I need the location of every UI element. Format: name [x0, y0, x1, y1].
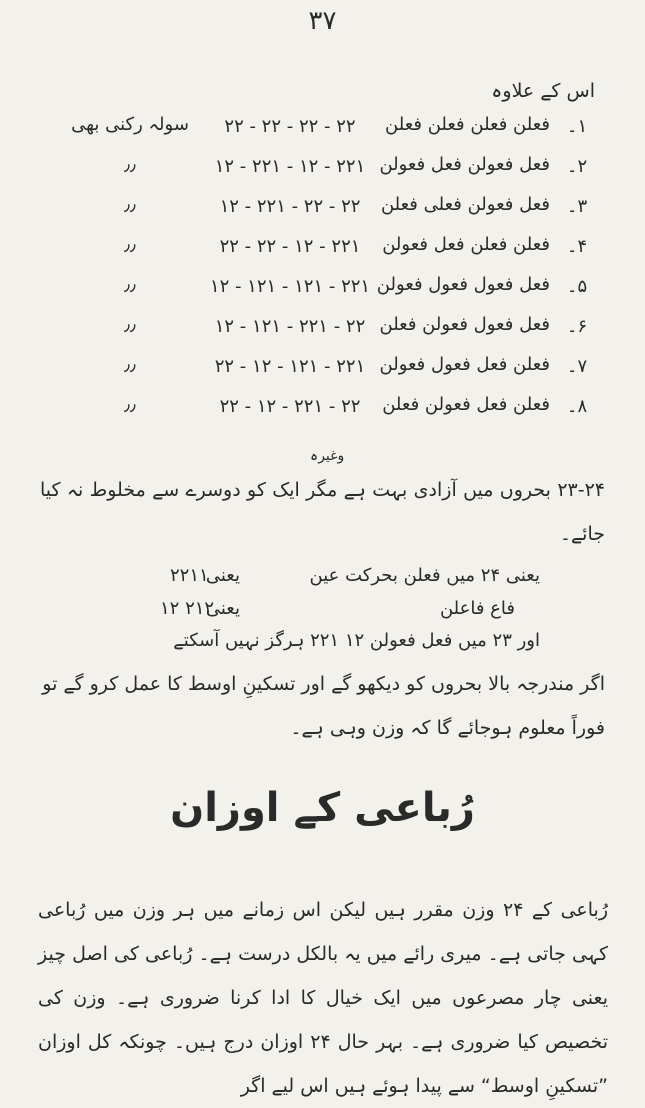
equation-value: ۲۲۱۱ [170, 565, 209, 586]
row-note: ٫٫ [124, 354, 136, 375]
row-note: ٫٫ [124, 274, 136, 295]
equation-text: اور ۲۳ میں فعل فعولن ۱۲ ۲۲۱ ہرگز نہیں آسکتے [173, 630, 540, 651]
meter-row [0, 312, 645, 348]
row-note: ٫٫ [124, 394, 136, 415]
row-number: ۲۔ [566, 156, 588, 177]
meter-row [0, 272, 645, 308]
meter-row [0, 152, 645, 188]
meter-text: فعلن فعل فعولن فعلن [382, 394, 550, 415]
meter-text: فعل فعول فعولن فعلن [379, 314, 550, 335]
meter-pattern: ۱۲ - ۲۲۱ - ۲۲ - ۲۲ [219, 196, 361, 217]
equation-label: یعنی [205, 598, 240, 619]
page-number: ۳۷ [308, 6, 337, 36]
row-number: ۴۔ [566, 236, 588, 257]
section-heading: رُباعی کے اوزان [170, 785, 475, 831]
meter-pattern: ۱۲ - ۲۲۱ - ۱۲ - ۲۲۱ [214, 156, 366, 177]
row-note: ٫٫ [124, 234, 136, 255]
row-number: ۵۔ [566, 276, 588, 297]
row-number: ۷۔ [566, 356, 588, 377]
paragraph-observation: اگر مندرجہ بالا بحروں کو دیکھو گے اور تسکینِ اوسط کا عمل کرو گے تو فوراً معلوم ہوجائے گا کہ وزن وہی ہے۔ [42, 673, 605, 739]
equation-text: فاع فاعلن [439, 598, 515, 619]
equation-label: یعنی [205, 565, 240, 586]
meter-text: فعلن فعل فعول فعولن [379, 354, 550, 375]
row-number: ۳۔ [566, 196, 588, 217]
meter-row [0, 112, 645, 148]
meter-pattern: ۲۲ - ۲۲ - ۲۲ - ۲۲ [224, 116, 356, 137]
row-note: ٫٫ [124, 314, 136, 335]
intro-label: اس کے علاوہ [491, 80, 595, 102]
paragraph-rubai: رُباعی کے ۲۴ وزن مقرر ہیں لیکن اس زمانے میں ہر وزن میں رُباعی کہی جاتی ہے۔ میری رائے میں یہ بالکل درست ہے۔ رُباعی کی اصل چیز یعنی چار مصرعوں میں ایک خیال کا ادا کرنا ضروری ہے۔ وزن کی تخصیص کیا ضروری ہے۔ بہر حال ۲۴ اوزان درج ہیں۔ چونکہ کل اوزان ”تسکینِ اوسط“ سے پیدا ہوئے ہیں اس لیے اگر [38, 899, 609, 1097]
row-note: ٫٫ [124, 154, 136, 175]
equation-value: ۲۱۲ ۱۲ [160, 598, 215, 619]
meter-text: فعل فعول فعول فعولن [376, 274, 550, 295]
row-number: ۱۔ [566, 116, 588, 137]
meter-pattern: ۲۲ - ۱۲ - ۱۲۱ - ۲۲۱ [214, 356, 366, 377]
meter-row [0, 352, 645, 388]
meter-pattern: ۱۲ - ۱۲۱ - ۱۲۱ - ۲۲۱ [209, 276, 371, 297]
meter-pattern: ۲۲ - ۱۲ - ۲۲۱ - ۲۲ [219, 396, 361, 417]
row-note: سولہ رکنی بھی [71, 114, 189, 135]
meter-pattern: ۱۲ - ۱۲۱ - ۲۲۱ - ۲۲ [214, 316, 366, 337]
meter-text: فعل فعولن فعل فعولن [379, 154, 550, 175]
meter-row [0, 232, 645, 268]
meter-text: فعلن فعلن فعل فعولن [382, 234, 550, 255]
equation-line-3 [0, 630, 645, 662]
equation-line-1 [0, 565, 645, 597]
row-number: ۶۔ [566, 316, 588, 337]
meter-pattern: ۲۲ - ۲۲ - ۱۲ - ۲۲۱ [219, 236, 361, 257]
equation-text: یعنی ۲۴ میں فعلن بحرکت عین [309, 565, 540, 586]
meter-text: فعلن فعلن فعلن فعلن [385, 114, 550, 135]
row-note: ٫٫ [124, 194, 136, 215]
meter-row [0, 192, 645, 228]
meter-text: فعل فعولن فعلی فعلن [380, 194, 550, 215]
meter-row [0, 392, 645, 428]
wagaira-note: وغیرہ [310, 448, 345, 464]
row-number: ۸۔ [566, 396, 588, 417]
paragraph-mixing-note: ۲۳-۲۴ بحروں میں آزادی بہت ہے مگر ایک کو دوسرے سے مخلوط نہ کیا جائے۔ [40, 479, 605, 545]
equation-line-2 [0, 598, 645, 630]
